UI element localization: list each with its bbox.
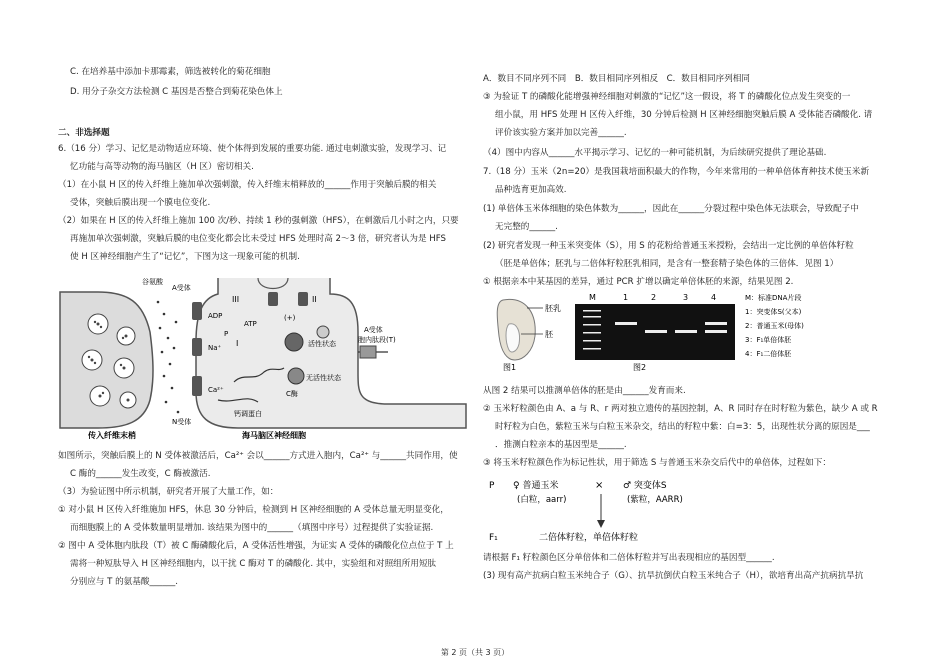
q6-part2-2: 再施加单次强刺激，突触后膜的电位变化都会比未受过 HFS 处理时高 2～3 倍，研究者认为是 HFS [70, 234, 446, 244]
lane-1-label: 1 [623, 293, 629, 302]
q6-stem-1: 6.（16 分）学习、记忆是动物适应环境、使个体得到发展的重要功能. 通过电刺激实验，发现学习、记 [58, 144, 447, 154]
q7-part2-1: ① 根据亲本中某基因的差异，通过 PCR 扩增以确定单倍体胚的来源，结果见图 2. [483, 277, 794, 287]
q6-part1-1: （1）在小鼠 H 区的传入纤维上施加单次强刺激，传入纤维末梢释放的______作用于突触后膜的相关 [58, 180, 437, 190]
plus-label: (+) [284, 314, 296, 322]
lane-m-label: M [589, 293, 596, 302]
q7-part2-3-question: 请根据 F₁ 籽粒颜色区分单倍体和二倍体籽粒并写出表现相应的基因型______. [483, 553, 775, 563]
female-parent: ♀ 普通玉米 [513, 481, 559, 491]
q6-part3-3b: 组小鼠，用 HFS 处理 H 区传入纤维，30 分钟后检测 H 区神经细胞突触后膜 A 受体能否磷酸化. 请 [495, 110, 873, 120]
synapse-figure [58, 272, 468, 440]
q7-part2a: (2) 研究者发现一种玉米突变体（S），用 S 的花粉给普通玉米授粉，会结出一定比例的单倍体籽粒 [483, 241, 854, 251]
corn-gel-figure [483, 292, 895, 372]
q7-part2b: （胚是单倍体；胚乳与二倍体籽粒胚乳相同，是含有一整套精子染色体的三倍体．见图 1） [495, 259, 839, 269]
q6-fig-text-1: 如图所示，突触后膜上的 N 受体被激活后，Ca²⁺ 会以______方式进入胞内，Ca²⁺ 与______共同作用，使 [58, 451, 458, 461]
q6-part3: （3）为验证图中所示机制，研究者开展了大量工作，如： [58, 487, 279, 497]
ca-label: Ca²⁺ [208, 386, 224, 394]
active-state-label: 活性状态 [308, 340, 336, 348]
q6-fig-text-2: C 酶的______发生改变，C 酶被激活. [70, 469, 211, 479]
fig2-label: 图2 [633, 363, 647, 372]
roman-1-label: I [236, 339, 239, 348]
q6-part3-3c: 评价该实验方案并加以完善______. [495, 128, 627, 138]
f1-generation-label: F₁ [489, 533, 498, 543]
fig1-label: 图1 [503, 363, 517, 372]
lane-2-label: 2 [651, 293, 657, 302]
male-genotype: (紫粒，AARR) [627, 495, 683, 505]
caption-postsynaptic: 海马脑区神经细胞 [242, 431, 306, 440]
glutamate-label: 谷氨酸 [142, 278, 163, 286]
legend-4: 4：F₁二倍体胚 [745, 350, 792, 358]
adp-label: ADP [208, 312, 223, 320]
cross-diagram [483, 474, 895, 546]
legend-m: M：标准DNA片段 [745, 294, 802, 302]
q6-part4: （4）图中内容从______水平揭示学习、记忆的一种可能机制，为后续研究提供了理论基础. [483, 148, 827, 158]
option-d: D. 用分子杂交方法检测 C 基因是否整合到菊花染色体上 [70, 87, 283, 97]
na-label: Na⁺ [208, 344, 222, 352]
q6-part3-1a: ① 对小鼠 H 区传入纤维施加 HFS，休息 30 分钟后，检测到 H 区神经细胞的 A 受体总量无明显变化， [58, 505, 449, 515]
c-enzyme-label: C酶 [286, 390, 298, 398]
q6-stem-2: 忆功能与高等动物的海马脑区（H 区）密切相关. [70, 162, 254, 172]
p-generation-label: P [489, 481, 495, 491]
roman-2-label: II [312, 295, 317, 304]
female-genotype: (白粒，aarr) [517, 495, 567, 505]
lane-4-label: 4 [711, 293, 717, 302]
q7-stem-2: 品种选育更加高效. [495, 185, 567, 195]
q6-part1-2: 受体，突触后膜出现一个膜电位变化. [70, 198, 211, 208]
q7-part1a: (1) 单倍体玉米体细胞的染色体数为______，因此在______分裂过程中染色体无法联会，导致配子中 [483, 204, 859, 214]
q7-part3: (3) 现有高产抗病白粒玉米纯合子（G）、抗旱抗倒伏白粒玉米纯合子（H），欲培育出高产抗病抗旱抗 [483, 571, 864, 581]
calmodulin-label: 钙调蛋白 [234, 410, 262, 418]
q6-part3-2a: ② 图中 A 受体胞内肽段（T）被 C 酶磷酸化后，A 受体活性增强，为证实 A 受体的磷酸化位点位于 T 上 [58, 541, 454, 551]
a-tail-label-1: A受体 [364, 326, 383, 334]
endosperm-label: 胚乳 [545, 304, 561, 313]
q6-part3-3a: ③ 为验证 T 的磷酸化能增强神经细胞对刺激的“记忆”这一假设，将 T 的磷酸化位点发生突变的一 [483, 92, 851, 102]
atp-label: ATP [244, 320, 257, 328]
choice-options: A．数目不同序列不同 B．数目相同序列相反 C．数目相同序列相同 [483, 74, 750, 84]
p-label: P [224, 330, 229, 338]
q7-part2-2c: ．推测白粒亲本的基因型是______. [495, 440, 627, 450]
q6-part3-1b: 而细胞膜上的 A 受体数量明显增加. 该结果为图中的______（填图中序号）过程提供了实验证据. [70, 523, 434, 533]
q6-part3-2c: 分别应与 T 的氨基酸______. [70, 577, 178, 587]
f1-result: 二倍体籽粒，单倍体籽粒 [539, 533, 639, 543]
embryo-label: 胚 [545, 330, 553, 339]
q7-part2-3: ③ 将玉米籽粒颜色作为标记性状，用于筛选 S 与普通玉米杂交后代中的单倍体，过程如下： [483, 458, 831, 468]
q7-part1b: 无完整的______. [495, 222, 558, 232]
inactive-state-label: 无活性状态 [306, 374, 341, 382]
cross-symbol: × [595, 480, 604, 491]
roman-3-label: III [232, 295, 240, 304]
a-receptor-label: A受体 [172, 284, 191, 292]
legend-1: 1：突变体S(父本) [745, 308, 802, 316]
q7-fig2-conclusion: 从图 2 结果可以推测单倍体的胚是由______发育而来. [483, 386, 686, 396]
q6-part2-1: （2）如果在 H 区的传入纤维上施加 100 次/秒、持续 1 秒的强刺激（HFS），在刺激后几小时之内，只要 [58, 216, 459, 226]
caption-presynaptic: 传入纤维末梢 [88, 431, 136, 440]
legend-2: 2：普通玉米(母体) [745, 322, 804, 330]
option-c: C. 在培养基中添加卡那霉素，筛选被转化的菊花细胞 [70, 67, 271, 77]
legend-3: 3：F₁单倍体胚 [745, 336, 792, 344]
male-parent: ♂ 突变体S [623, 481, 667, 491]
lane-3-label: 3 [683, 293, 689, 302]
q7-stem-1: 7.（18 分）玉米（2n=20）是我国栽培面积最大的作物，今年来常用的一种单倍体育种技术使玉米新 [483, 167, 870, 177]
q7-part2-2b: 时籽粒为白色，紫粒玉米与白粒玉米杂交，结出的籽粒中紫：白=3：5，出现性状分离的原因是___ [495, 422, 870, 432]
q7-part2-2a: ② 玉米籽粒颜色由 A、a 与 R、r 两对独立遗传的基因控制，A、R 同时存在时籽粒为紫色，缺少 A 或 R [483, 404, 878, 414]
a-tail-label-2: 胞内肽段(T) [358, 336, 396, 344]
page-footer: 第 2 页（共 3 页） [440, 648, 510, 657]
section-heading: 二、非选择题 [58, 128, 110, 138]
q6-part3-2b: 需将一种短肽导入 H 区神经细胞内，以干扰 C 酶对 T 的磷酸化. 其中，实验组和对照组所用短肽 [70, 559, 437, 569]
n-receptor-label: N受体 [172, 418, 192, 426]
q6-part2-3: 使 H 区神经细胞产生了“记忆”，下图为这一现象可能的机制. [70, 252, 300, 262]
